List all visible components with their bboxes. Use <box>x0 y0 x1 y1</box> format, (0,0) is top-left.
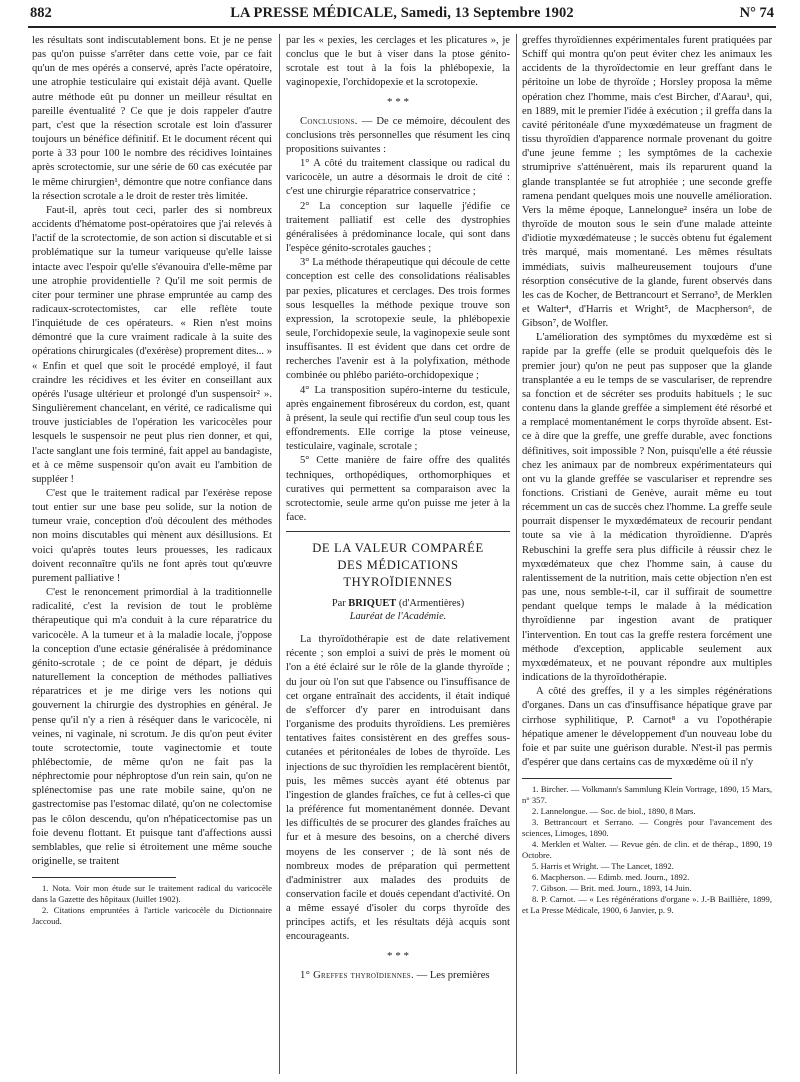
footnote-rule <box>32 877 176 878</box>
paragraph: C'est le renoncement primordial à la traditionnelle radicalité, c'est la revision de tout le problème thérapeutique qui m'a conduit à la cure réparatrice du varicocèle. A la tumeur et à la maladie locale, j'oppose la conception d'une ectasie généralisée à prédominance génito-scrotale ; de ce point de départ, je déduis naturellement la conception de méthodes palliatives réparatrices et je me dirige vers les notions qui gouvernent la chirurgie des dystrophies en général. Je pense qu'il n'y a rien à réséquer dans le varicocèle, ni veines, ni vaginale, ni scrotum. Je dis qu'on peut éviter toute scrotectomie, toute vaginectomie et toute phlébectomie, de même qu'on ne fait pas la néphrectomie pour néphroptose d'un rein sain, qu'on ne splénectomise pas une rate mobile saine, qu'on ne gastrectomise pas l'estomac dilaté, qu'on ne colectomise pas le côlon descendu, qu'on n'hépaticectomise pas un foie devenu flottant. Et puisque tant d'affections aussi semblables, que relie si étroitement une même souche originelle, se traitent <box>32 587 272 868</box>
footnotes <box>522 784 772 916</box>
paragraph: L'amélioration des symptômes du myxœdème est si rapide par la greffe (elle se produit quelquefois dès le premier jour) qu'on ne peut pas supposer que la glande transplantée a eu le temps de se vasculariser, de reprendre sa fonction et de sécréter ses produits habituels ; le suc contenu dans la glande greffée a simplement été résorbé et a remplacé momentanément le corps thyroïde absent. Est-ce à dire que la greffe, une greffe durable, avec fonctions définitives, soit impossible ? Non, puisqu'elle a été réussie chez les animaux par de nombreux expérimentateurs qui ont vu la glande greffée se vasculariser et reprendre ses fonctions. Cristiani de Genève, aurait même eu tout récemment un cas de succès chez l'homme. La greffe seule pourrait dispenser le myxœdémateux de recourir pendant toute sa vie à la médication thyroïdienne. D'après Rebuschini la greffe sera plus difficile à réussir chez le myxœdémateux que chez l'homme sain, à cause du ralentissement de la nutrition, mais cette objection n'en est pas une, nous semble-t-il, car il suffirait de soumettre pendant quelque temps le malade à la médication thyroïdienne par ingestion avant de pratiquer l'intervention. En tout cas la greffe restera forcément une méthode d'exception, applicable seulement aux myxœdémateux, et ne pouvant répondre aux multiples indications de la thyroïdothérapie. <box>522 332 772 684</box>
footnote: 5. Harris et Wright. — The Lancet, 1892. <box>532 861 674 872</box>
conclusions-label: Conclusions. <box>300 115 358 127</box>
greffes-text: — Les premières <box>413 969 490 981</box>
footnote-rule <box>522 778 672 779</box>
section-stars: * * * <box>387 95 409 108</box>
column-divider-right <box>516 34 517 1074</box>
paragraph: Faut-il, après tout ceci, parler des si nombreux accidents d'hématome post-opératoires que j'ai relevés à l'actif de la scrotectomie, de son action si discutable et si problématique sur la tumeur variqueuse qu'elle laisse intacte avec l'espoir qu'elle s'évanouira d'elle-même par une atrophie providentielle ? Qu'il me soit permis de citer pour terminer une phrase empruntée au camp des radicaux-scrotectomistes, car elle reflète toute l'inquiétude de ces opérateurs. « Rien n'est moins démontré que la cure vraiment radicale à la suite des opérations chirurgicales (d'exérèse) proprement dites... » « Enfin et quel que soit le procédé employé, il faut craindre les récidives et les éviter en conseillant aux opérés l'usage ultérieur et prolongé d'un suspensoir² ». Singulièrement chancelant, en vérité, ce radicalisme qui trouve justiciables de l'opération les varicocèles pour lesquels le suspensoir ne peut plus rien donner, et qui, l'acte sanglant une fois terminé, fait appel au bandagiste, et à ce même suspensoir qu'on avait eu l'ambition de suppléer ! <box>32 204 272 485</box>
footnote: 1. Bircher. — Volkmann's Sammlung Klein Vortrage, 1890, 15 Mars, n° 357. <box>522 784 772 806</box>
footnote: 2. Citations empruntées à l'article varicocèle du Dictionnaire Jaccoud. <box>32 905 272 927</box>
right-column <box>522 34 772 916</box>
paragraph: les résultats sont indiscutablement bons. Et je ne pense pas qu'on puisse s'arrêter dans cette voie, par ce fait qu'un de mes opérés a conservé, après l'acte opératoire, une atrophie testiculaire qui existait déjà avant. Quelle autre méthode eût pu donner un meilleur résultat en pareille éventualité ? Ce que je dois rappeler d'autre part, c'est que la résection scrotale est loin d'assurer toujours un bénéfice définitif. Et le document récent qui porte à 33 pour 100 le nombre des récidives lointaines après scrotectomie, sur une série de 60 cas exécutée par le même chirurgien¹, démontre que notre confiance dans la résection scrotale a le droit de rester très limitée. <box>32 35 272 202</box>
footnote: 3. Bettrancourt et Serrano. — Congrès pour l'avancement des sciences, Limoges, 1890. <box>522 817 772 839</box>
article-separator <box>286 531 510 532</box>
article-title-line-1: DE LA VALEUR COMPARÉE <box>312 541 484 556</box>
page-number: 882 <box>30 5 52 21</box>
section-stars: * * * <box>387 949 409 962</box>
proposition: 3° La méthode thérapeutique qui découle de cette conception est celle des consolidations réalisables par pexies, plicatures et cerclages. Des trois formes sous lesquelles la méthode pexique trouve son expression, la scrotopexie seule, la phlébopexie seule, l'orchidopexie seule, la vaginopexie seule sont insuffisantes. Il est évident que dans cet ordre de recherches l'avenir est à la polyfixation, méthode combinée ou phlébo pariéto-orchidopexique ; <box>286 257 510 382</box>
left-column <box>32 34 272 927</box>
paragraph: greffes thyroïdiennes expérimentales furent pratiquées par Schiff qui montra qu'on peut éviter chez les animaux les accidents de la thyroïdectomie en leur greffant dans le péritoine un lobe de thyroïde ; Horsley proposa la même opération chez l'homme, mais c'est Bircher, d'Aarau¹, qui, en 1889, mit le premier l'idée à exécution ; il greffa dans la cavité péritonéale d'une myxœdémateuse un fragment de tissu thyroïdien d'apparence normale provenant du goitre d'une jeune femme ; les symptômes de la cachexie strumiprive s'atténuèrent, mais ils reparurent quand la glande transplantée se fut atrophiée ; une seconde greffe ramena pendant quelques mois une nouvelle amélioration. Vers la même époque, Lannelongue² inséra un lobe de thyroïde de mouton sous le sein d'une malade atteinte d'idiotie myxœdémateuse ; le succès obtenu fut également très marqué, mais momentané. Les mêmes résultats immédiats, suivis malheureusement toujours d'une résorption consécutive de la glande, furent observés dans les cas de Kocher, de Bettrancourt et Serrano³, de Merklen et Walter⁴, d'Harris et Wright⁵, de Macpherson⁶, de Gibson⁷, de Wolfler. <box>522 35 772 330</box>
paragraph: A côté des greffes, il y a les simples régénérations d'organes. Dans un cas d'insuffisance hépatique grave par cirrhose syphilitique, P. Carnot⁸ a vu l'opothérapie hépatique amener le développement d'un nouveau lobe du foie et par suite une guérison durable. N'est-il pas permis d'espérer que dans certains cas de myxœdème où il n'y <box>522 686 772 768</box>
author-quality: Lauréat de l'Académie. <box>349 611 447 623</box>
author-name: BRIQUET <box>348 598 397 610</box>
author-prefix: Par <box>331 598 349 610</box>
issue-number: N° 74 <box>739 5 774 21</box>
footnote: 6. Macpherson. — Edimb. med. Journ., 1892. <box>532 872 690 883</box>
footnote: 7. Gibson. — Brit. med. Journ., 1893, 14 Juin. <box>532 883 692 894</box>
greffes-label: 1° Greffes thyroïdiennes. <box>300 969 414 981</box>
issue-date: Samedi, 13 Septembre 1902 <box>400 5 574 21</box>
proposition: 2° La conception sur laquelle j'édifie ce traitement palliatif est celle des dystrophies généralisées à prédominance locale, qui sont dans l'espèce génito-scrotales gauches ; <box>286 200 510 255</box>
article-author <box>286 597 510 610</box>
paragraph: La thyroïdothérapie est de date relativement récente ; son emploi a suivi de près le moment où l'on a été éclairé sur le rôle de la glande thyroïde ; du jour où l'on sut que l'absence ou l'insuffisance de cet organe entraînait des accidents, il était indiqué de s'efforcer d'y parer en introduisant dans l'organisme des produits thyroïdiens. Les premières tentatives faites consistèrent en des greffes sous-cutanées et péritonéales de lobes de thyroïde. Les injections de suc thyroïdien les remplacèrent bientôt, puis, les mêmes succès ayant été obtenus par l'ingestion de glandes fraîches, ce fut à celles-ci que la préférence fut momentanément donnée. Devant les difficultés de se procurer des glandes fraîches au fur et à mesure des besoins, on a cherché divers moyens de les conserver ; de là sont nés de nombreux modes de préparation qui permettent d'administrer aux malades des produits de conservation facile et doués cependant d'activité. On a même essayé d'isoler du corps thyroïde des principes actifs, et les résultats déjà acquis sont encourageants. <box>286 634 510 943</box>
article-title-line-2: DES MÉDICATIONS THYROÏDIENNES <box>337 558 459 590</box>
paragraph: C'est que le traitement radical par l'exérèse repose tout entier sur une base peu solide, sur la notion de tumeur vraie, conception d'où découlent des méthodes non moins discutables qui mènent aux désillusions. Et voici qu'après toutes leurs prouesses, les radicaux doivent reconnaître qu'ils ne font après tout qu'œuvre purement palliative ! <box>32 488 272 584</box>
footnote: 4. Merklen et Walter. — Revue gén. de clin. et de thérap., 1890, 19 Octobre. <box>522 839 772 861</box>
paragraph: par les « pexies, les cerclages et les plicatures », je conclus que le but à viser dans la ptose génito-scrotale est tout à la fois la phlébopexie, la vaginopexie, l'orchidopexie et la scrotopexie. <box>286 35 510 89</box>
header-rule <box>28 26 776 28</box>
proposition: 4° La transposition supéro-interne du testicule, après engainement fibroséreux du cordon, est, quant à présent, la seule qui rectifie d'un seul coup tous les effondrements. Elle corrige la ptose veineuse, testiculaire, vaginale, scrotale ; <box>286 384 510 453</box>
journal-title-line <box>30 3 774 23</box>
middle-column <box>286 34 510 983</box>
journal-title: LA PRESSE MÉDICALE, <box>230 5 397 21</box>
greffes-paragraph <box>286 969 510 983</box>
column-divider-left <box>279 34 280 1074</box>
footnote: 8. P. Carnot. — « Les régénérations d'organe ». J.-B Baillière, 1899, et La Presse Médicale, 1900, 6 Janvier, p. 9. <box>522 894 772 916</box>
footnote: 1. Nota. Voir mon étude sur le traitement radical du varicocèle dans la Gazette des hôpitaux (Juillet 1902). <box>32 883 272 905</box>
footnote: 2. Lannelongue. — Soc. de biol., 1890, 8 Mars. <box>532 806 696 817</box>
conclusions-text: — De ce mémoire, découlent des conclusions très personnelles que résument les cinq propositions suivantes : <box>286 115 510 155</box>
running-head <box>30 3 774 25</box>
proposition: 5° Cette manière de faire offre des qualités techniques, orthopédiques, orthomorphiques et curatives qui permettent sa comparaison avec la scrotectomie, seule arme qu'on puisse me jeter à la face. <box>286 455 510 523</box>
conclusions-paragraph <box>286 115 510 157</box>
author-place: (d'Armentières) <box>396 598 465 610</box>
footnotes <box>32 883 272 927</box>
proposition: 1° A côté du traitement classique ou radical du varicocèle, un autre a désormais le droit de cité : c'est une chirurgie réparatrice conservatrice ; <box>286 158 510 198</box>
